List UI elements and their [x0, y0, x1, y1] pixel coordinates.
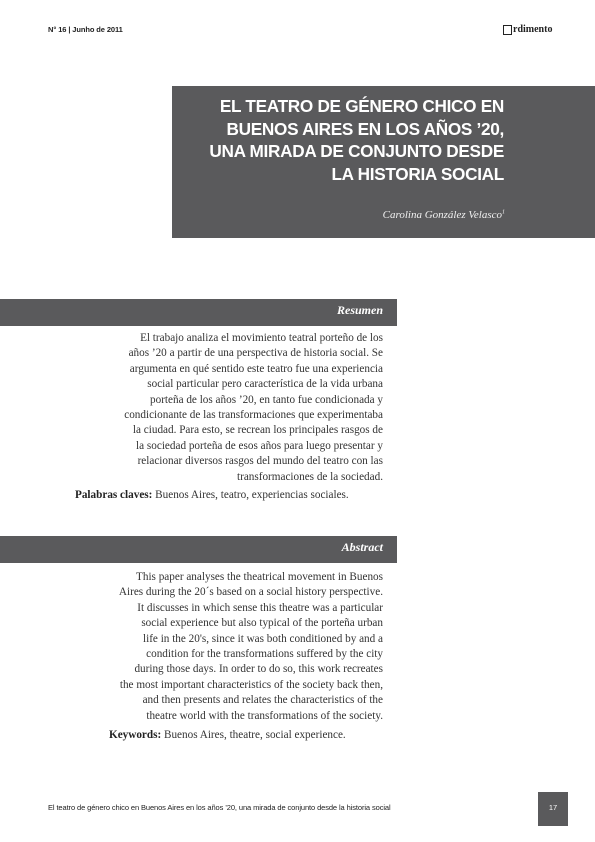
issue-label: N° 16 | Junho de 2011 [48, 25, 123, 34]
resumen-line: relacionar diversos rasgos del mundo del teatro con las [137, 455, 383, 468]
resumen-line: El trabajo analiza el movimiento teatral porteño de los [140, 332, 383, 344]
title-line: UNA MIRADA DE CONJUNTO DESDE [209, 141, 504, 162]
journal-name: rdimento [513, 24, 553, 35]
abstract-keywords [109, 729, 346, 741]
title-line: LA HISTORIA SOCIAL [331, 164, 504, 185]
resumen-line: la sociedad porteña de esos años para luego presentar y [136, 439, 383, 452]
resumen-line: años ’20 a partir de una perspectiva de historia social. Se [128, 347, 383, 360]
resumen-line: social particular pero característica de la vida urbana [147, 378, 383, 391]
resumen-line: condicionante de las transformaciones que experimentaba [124, 409, 383, 422]
abstract-line: theatre world with the transformations of the society. [146, 709, 383, 722]
resumen-line: porteña de los años ’20, en tanto fue condicionada y [150, 393, 383, 406]
resumen-keywords [75, 489, 349, 501]
title-line: BUENOS AIRES EN LOS AÑOS ’20, [226, 118, 504, 139]
abstract-line: and then presents and relates the characteristics of the [142, 694, 383, 707]
keywords-value: Buenos Aires, theatre, social experience. [161, 729, 346, 741]
keywords-label: Keywords: [109, 729, 162, 741]
author-name: Carolina González Velasco [382, 209, 502, 221]
journal-logo [503, 24, 552, 35]
resumen-line: la ciudad. Para esto, se recrean los principales rasgos de [132, 424, 383, 437]
resumen-line: argumenta en qué sentido este teatro fue una experiencia [129, 362, 383, 375]
keywords-value: Buenos Aires, teatro, experiencias sociales. [152, 489, 349, 501]
abstract-line: This paper analyses the theatrical movement in Buenos [136, 571, 383, 583]
abstract-line: Aires during the 20´s based on a social history perspective. [118, 586, 383, 599]
logo-mark-icon [503, 25, 512, 35]
resumen-paragraph [73, 331, 383, 485]
page-number: 17 [548, 803, 558, 812]
article-title [172, 95, 504, 186]
author-byline [300, 209, 505, 221]
resumen-line: transformaciones de la sociedad. [236, 470, 383, 483]
abstract-paragraph [73, 570, 383, 724]
abstract-line: social experience but also typical of the porteña urban [141, 617, 383, 630]
resumen-heading: Resumen [336, 303, 383, 317]
abstract-line: during those days. In order to do so, this work recreates [134, 663, 383, 676]
author-footnote-marker: 1 [502, 209, 505, 216]
keywords-label: Palabras claves: [75, 489, 153, 501]
abstract-line: the most important characteristics of the society back then, [119, 678, 383, 691]
abstract-line: life in the 20's, since it was both conditioned by and a [142, 632, 383, 645]
abstract-line: condition for the transformations suffered by the city [146, 648, 383, 661]
title-line: EL TEATRO DE GÉNERO CHICO EN [219, 96, 504, 116]
abstract-heading: Abstract [341, 540, 383, 554]
abstract-line: It discusses in which sense this theatre was a particular [137, 601, 383, 614]
running-title: El teatro de género chico en Buenos Aires en los años ’20, una mirada de conjunto desde la historia social [48, 803, 391, 812]
